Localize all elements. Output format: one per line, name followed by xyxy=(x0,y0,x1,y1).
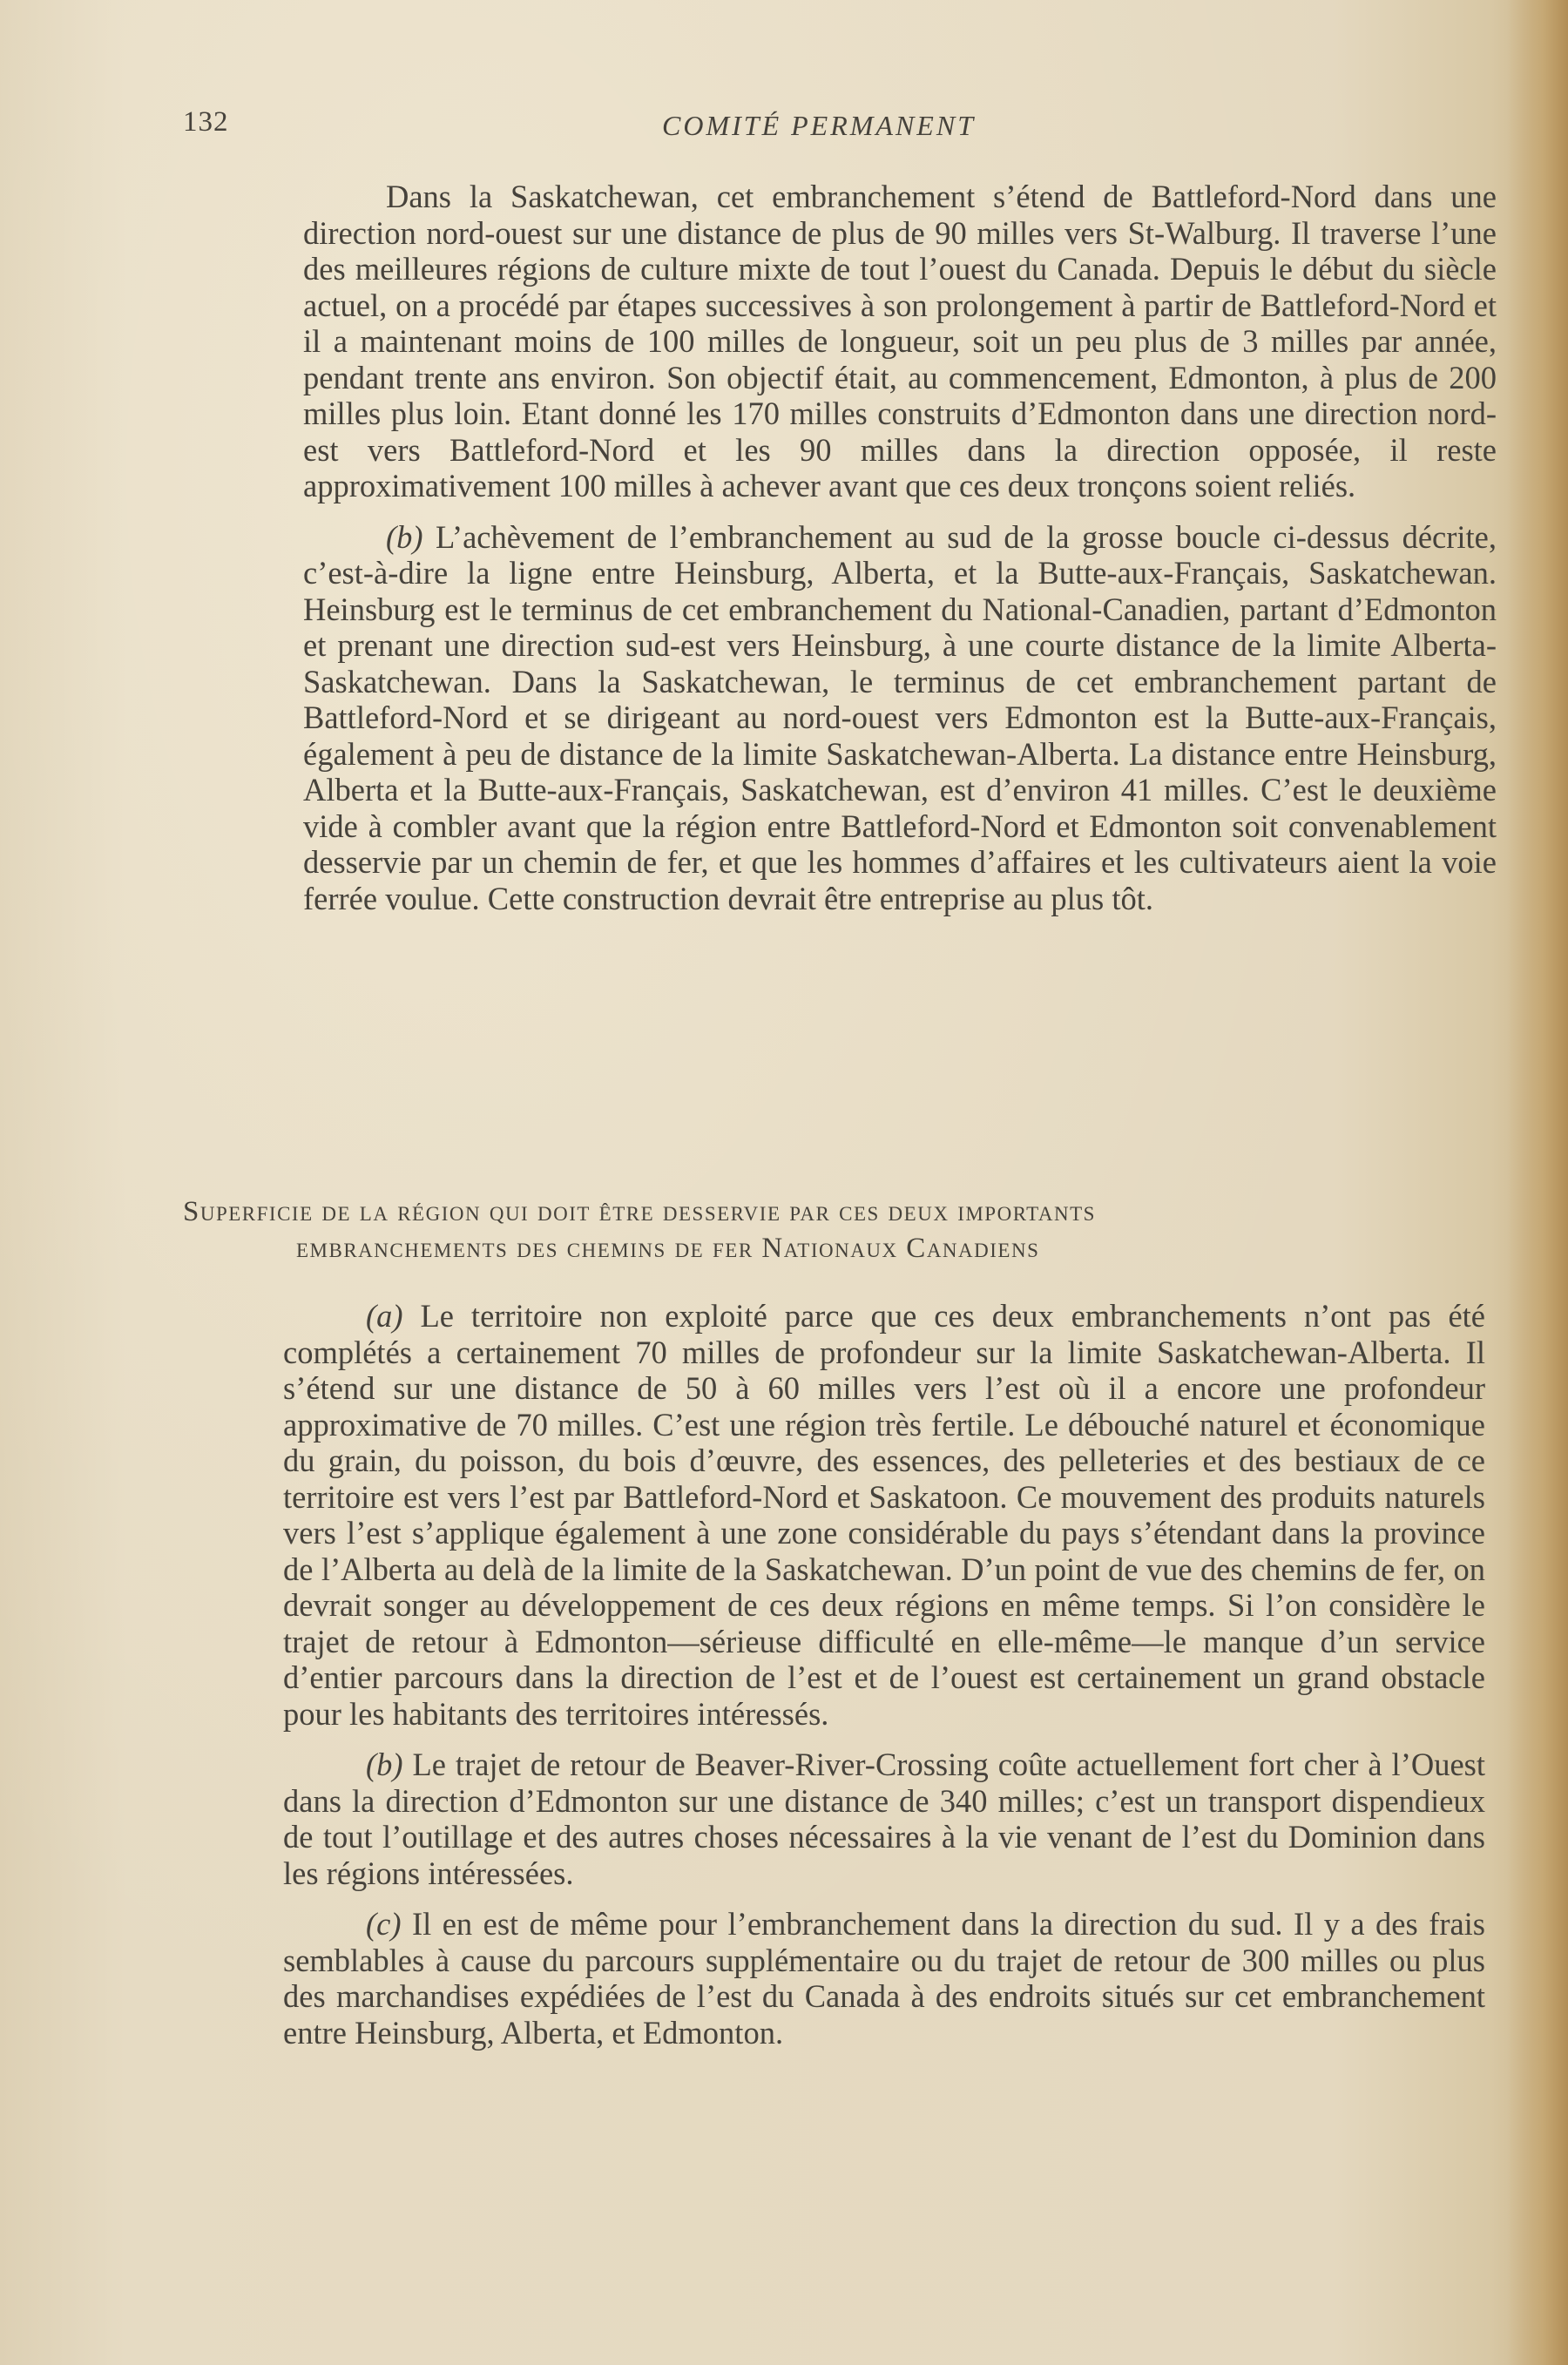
paragraph-text: Le territoire non exploité parce que ces deux embranchements n’ont pas été complétés a certainement 70 milles de profondeur sur la limite Saskatchewan-Alberta. Il s’étend sur une distance de 50 à 60 milles vers l’est où il a encore une profondeur approximative de 70 milles. C’est une région très fertile. Le débouché naturel et économique du grain, du poisson, du bois d’œuvre, des essences, des pelleteries et des bestiaux de ce territoire est vers l’est par Battleford-Nord et Saskatoon. Ce mouvement des produits naturels vers l’est s’applique également à une zone considérable du pays s’étendant dans la province de l’Alberta au delà de la limite de la Saskatchewan. D’un point de vue des chemins de fer, on devrait songer au développement de ces deux régions en même temps. Si l’on considère le trajet de retour à Edmonton—sérieuse difficulté en elle-même—le manque d’un service d’entier parcours dans la direction de l’est et de l’ouest est certainement un grand obstacle pour les habitants des territoires intéressés. xyxy=(283,1298,1485,1732)
paragraph-label: (a) xyxy=(366,1298,403,1334)
running-title: COMITÉ PERMANENT xyxy=(662,110,976,141)
body-section-2 xyxy=(283,1298,1485,2065)
section-heading xyxy=(183,1193,1490,1267)
paragraph-st-walburg-branch xyxy=(303,179,1497,504)
paragraph-c-south-branch xyxy=(283,1906,1485,2051)
paragraph-b-heinsburg xyxy=(303,519,1497,917)
paragraph-b-beaver-river xyxy=(283,1747,1485,1891)
paragraph-label: (b) xyxy=(366,1747,403,1782)
paragraph-text: Dans la Saskatchewan, cet embranchement s’étend de Battleford-Nord dans une direction nord-ouest sur une distance de plus de 90 milles vers St-Walburg. Il traverse l’une des meilleures régions de culture mixte de tout l’ouest du Canada. Depuis le début du siècle actuel, on a procédé par étapes successives à son prolongement à partir de Battleford-Nord et il a maintenant moins de 100 milles de longueur, soit un peu plus de 3 milles par année, pendant trente ans environ. Son objectif était, au commencement, Edmonton, à plus de 200 milles plus loin. Etant donné les 170 milles construits d’Edmonton dans une direction nord-est vers Battleford-Nord et les 90 milles dans la direction opposée, il reste approximativement 100 milles à achever avant que ces deux tronçons soient reliés. xyxy=(303,179,1497,503)
paragraph-label: (c) xyxy=(366,1906,402,1942)
paragraph-text: Il en est de même pour l’embranchement dans la direction du sud. Il y a des frais semblables à cause du parcours supplémentaire ou du trajet de retour de 300 milles ou plus des marchandises expédiées de l’est du Canada à des endroits situés sur cet embranchement entre Heinsburg, Alberta, et Edmonton. xyxy=(283,1906,1486,2051)
paragraph-label: (b) xyxy=(386,518,423,555)
page-header xyxy=(183,106,1542,155)
section-heading-line-1: Superficie de la région qui doit être desservie par ces deux importants xyxy=(183,1196,1096,1227)
section-heading-line-2: embranchements des chemins de fer Nationaux Canadiens xyxy=(296,1233,1040,1264)
page-edge-shadow xyxy=(1507,0,1568,2365)
body-section-1 xyxy=(303,179,1497,931)
paragraph-a-territory xyxy=(283,1298,1485,1732)
paragraph-text: Le trajet de retour de Beaver-River-Crossing coûte actuellement fort cher à l’Ouest dans la direction d’Edmonton sur une distance de 340 milles; c’est un transport dispendieux de tout l’outillage et des autres choses nécessaires à la vie venant de l’est du Dominion dans les régions intéressées. xyxy=(283,1747,1485,1891)
page-number: 132 xyxy=(183,106,229,138)
paragraph-text: L’achèvement de l’embranchement au sud de la grosse boucle ci-dessus décrite, c’est-à-dire la ligne entre Heinsburg, Alberta, et la Butte-aux-Français, Saskatchewan. Heinsburg est le terminus de cet embranchement du National-Canadien, partant d’Edmonton et prenant une direction sud-est vers Heinsburg, à une courte distance de la limite Alberta-Saskatchewan. Dans la Saskatchewan, le terminus de cet embranchement partant de Battleford-Nord et se dirigeant au nord-ouest vers Edmonton est la Butte-aux-Français, également à peu de distance de la limite Saskatchewan-Alberta. La distance entre Heinsburg, Alberta et la Butte-aux-Français, Saskatchewan, est d’environ 41 milles. C’est le deuxième vide à combler avant que la région entre Battleford-Nord et Edmonton soit convenablement desservie par un chemin de fer, et que les hommes d’affaires et les cultivateurs aient la voie ferrée voulue. Cette construction devrait être entreprise au plus tôt. xyxy=(303,518,1497,916)
